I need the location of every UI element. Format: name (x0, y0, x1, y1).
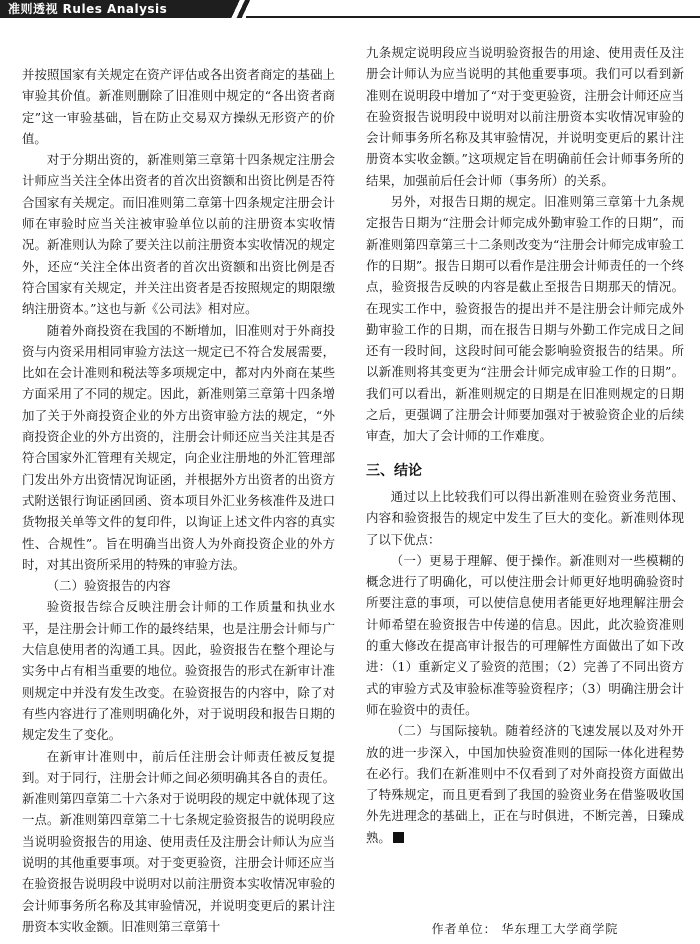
paragraph: 并按照国家有关规定在资产评估或各出资者商定的基础上审验其价值。新准则删除了旧准则中规定的“各出资者商定”这一审验基础，旨在防止交易双方操纵无形资产的价值。 (22, 67, 335, 146)
subheading: （二）验资报告的内容 (46, 578, 171, 594)
paragraph: 在新审计准则中，前后任注册会计师责任被反复提到。对于同行，注册会计师之间必须明确其各自的责任。新准则第四章第二十六条对于说明段的规定中就体现了这一点。新准则第四章第二十七条规定验资报告的说明段应当说明验资报告的用途、使用责任及注册会计师认为应当说明的其他重要事项。对于变更验资，注册会计师还应当在验资报告说明段中说明对以前注册资本实收情况审验的会计师事务所名称及其审验情况，并说明变更后的累计注册资本实收金额。旧准则第三章第十 (22, 748, 335, 934)
paragraph: 通过以上比较我们可以得出新准则在验资业务范围、内容和验资报告的规定中发生了巨大的变化。新准则体现了以下优点： (366, 488, 684, 547)
paragraph-text: （二）与国际接轨。随着经济的飞速发展以及对外开放的进一步深入，中国加快验资准则的国际一体化进程势在必行。我们在新准则中不仅看到了对外商投资方面做出了特殊规定，而且更看到了我国的验资业务在借鉴吸收国外先进理念的基础上，正在与时俱进，不断完善，日臻成熟。 (366, 723, 684, 845)
final-paragraph (366, 720, 684, 848)
page-header (0, 0, 700, 18)
author-affiliation (366, 920, 684, 937)
section-heading: 三、结论 (366, 462, 422, 479)
paragraph: 九条规定说明段应当说明验资报告的用途、使用责任及注册会计师认为应当说明的其他重要事项。我们可以看到新准则在说明段中增加了“对于变更验资，注册会计师还应当在验资报告说明段中说明对以前注册资本实收情况审验的会计师事务所名称及其审验情况，并说明变更后的累计注册资本实收金额。”这项规定旨在明确前任会计师事务所的结果，加强前后任会计师（事务所）的关系。 (366, 45, 684, 188)
left-column (22, 64, 335, 937)
author-value: 华东理工大学商学院 (501, 922, 619, 936)
header-rule (246, 16, 700, 18)
paragraph: 对于分期出资的，新准则第三章第十四条规定注册会计师应当关注全体出资者的首次出资额和出资比例是否符合国家有关规定。而旧准则第二章第十四条规定注册会计师在审验时应当关注被审验单位以前的注册资本实收情况。新准则认为除了要关注以前注册资本实收情况的规定外，还应“关注全体出资者的首次出资额和出资比例是否符合国家有关规定，并关注出资者是否按照规定的期限缴纳注册资本。”这也与新《公司法》相对应。 (22, 152, 335, 317)
paragraph: 验资报告综合反映注册会计师的工作质量和执业水平，是注册会计师工作的最终结果，也是注册会计师与广大信息使用者的沟通工具。因此，验资报告在整个理论与实务中占有相当重要的地位。验资报告的形式在新审计准则规定中并没有发生改变。在验资报告的内容中，除了对有些内容进行了准则明确化外，对于说明段和报告日期的规定发生了变化。 (22, 599, 335, 743)
right-column (366, 42, 684, 848)
paragraph: （一）更易于理解、便于操作。新准则对一些模糊的概念进行了明确化，可以使注册会计师更好地明确验资时所要注意的事项，可以使信息使用者能更好地理解注册会计师希望在验资报告中传递的信息。因此，此次验资准则的重大修改在提高审计报告的可理解性方面做出了如下改进：（1）重新定义了验资的范围；（2）完善了不同出资方式的审验方式及审验标准等验资程序；（3）明确注册会计师在验资中的责任。 (366, 552, 684, 717)
header-title: 准则透视 Rules Analysis (0, 0, 230, 18)
end-mark-icon (393, 832, 404, 843)
author-label: 作者单位： (431, 922, 497, 936)
paragraph: 随着外商投资在我国的不断增加，旧准则对于外商投资与内资采用相同审验方法这一规定已不符合发展需要，比如在会计准则和税法等多项规定中，都对内外商在某些方面采用了不同的规定。因此，新准则第三章第十四条增加了关于外商投资企业的外方出资审验方法的规定，“外商投资企业的外方出资的，注册会计师还应当关注其是否符合国家外汇管理有关规定，向企业注册地的外汇管理部门发出外方出资情况询证函，并根据外方出资者的出资方式附送银行询证函回函、资本项目外汇业务核准件及进口货物报关单等文件的复印件，以询证上述文件内容的真实性、合规性”。旨在明确当出资人为外商投资企业的外方时，对其出资所采用的特殊的审验方法。 (22, 322, 335, 572)
paragraph: 另外，对报告日期的规定。旧准则第三章第十九条规定报告日期为“注册会计师完成外勤审验工作的日期”，而新准则第四章第三十二条则改变为“注册会计师完成审验工作的日期”。报告日期可以看作是注册会计师责任的一个终点，验资报告反映的内容是截止至报告日期那天的情况。在现实工作中，验资报告的提出并不是注册会计师完成外勤审验工作的日期，而在报告日期与外勤工作完成日之间还有一段时间，这段时间可能会影响验资报告的结果。所以新准则将其变更为“注册会计师完成审验工作的日期”。我们可以看出，新准则规定的日期是在旧准则规定的日期之后，更强调了注册会计师要加强对于被验资企业的后续审查，加大了会计师的工作难度。 (366, 194, 684, 444)
